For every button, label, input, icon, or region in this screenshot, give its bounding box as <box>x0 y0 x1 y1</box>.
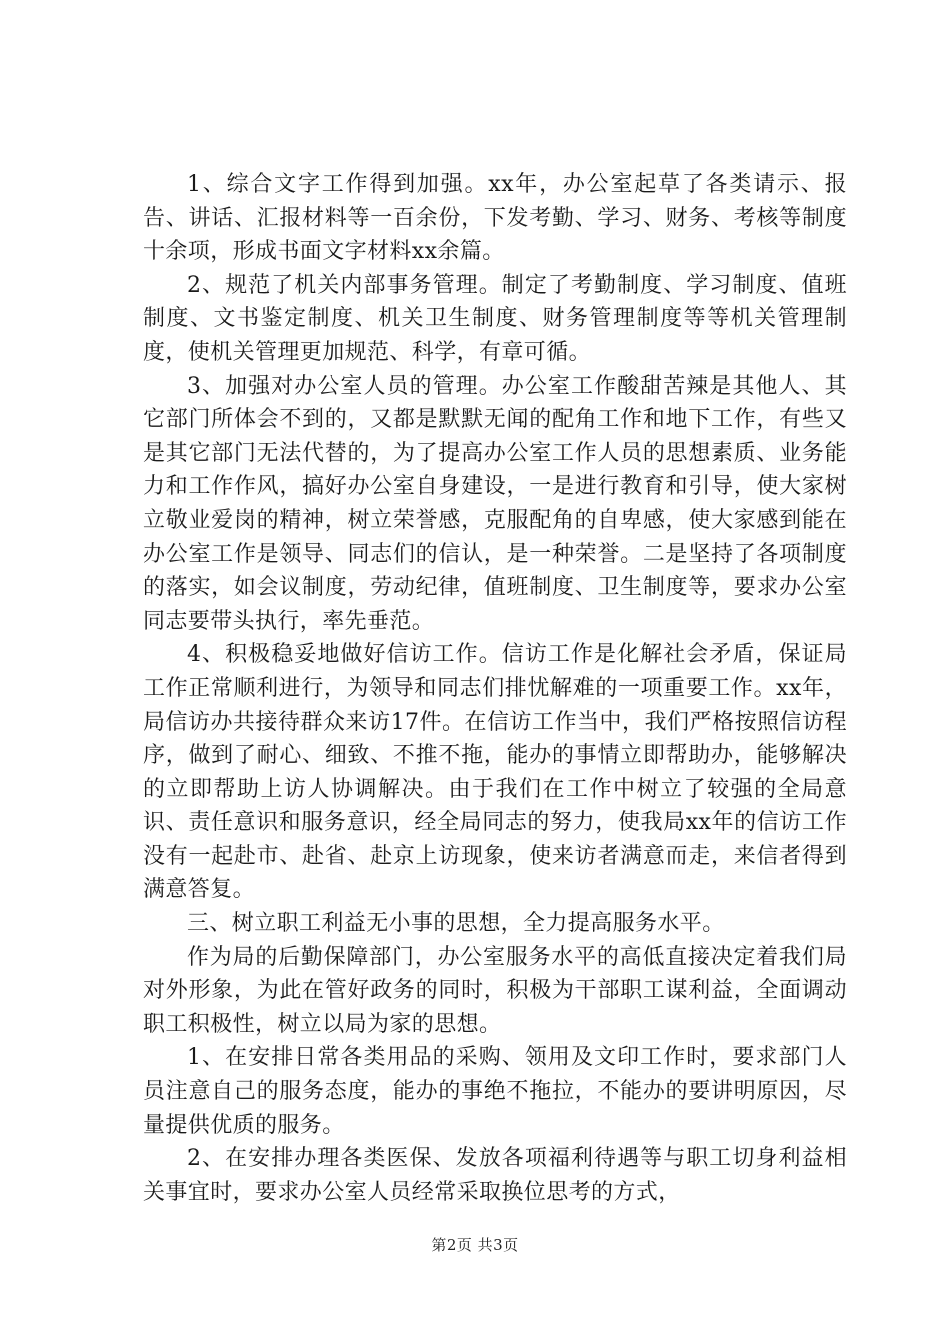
paragraph-item-1: 1、综合文字工作得到加强。xx年，办公室起草了各类请示、报告、讲话、汇报材料等一百余份，下发考勤、学习、财务、考核等制度十余项，形成书面文字材料xx余篇。 <box>143 172 847 265</box>
document-body <box>143 168 847 1209</box>
page-number-footer: 第2页 共3页 <box>431 1236 519 1254</box>
paragraph-item-2: 2、规范了机关内部事务管理。制定了考勤制度、学习制度、值班制度、文书鉴定制度、机关卫生制度、财务管理制度等等机关管理制度，使机关管理更加规范、科学，有章可循。 <box>143 272 847 365</box>
section-intro: 作为局的后勤保障部门，办公室服务水平的高低直接决定着我们局对外形象，为此在管好政务的同时，积极为干部职工谋利益，全面调动职工积极性，树立以局为家的思想。 <box>143 944 847 1037</box>
section-heading: 三、树立职工利益无小事的思想，全力提高服务水平。 <box>187 911 725 937</box>
paragraph-item-5: 1、在安排日常各类用品的采购、领用及文印工作时，要求部门人员注意自己的服务态度，能办的事绝不拖拉，不能办的要讲明原因，尽量提供优质的服务。 <box>143 1045 847 1138</box>
paragraph-item-3: 3、加强对办公室人员的管理。办公室工作酸甜苦辣是其他人、其它部门所体会不到的，又都是默默无闻的配角工作和地下工作，有些又是其它部门无法代替的，为了提高办公室工作人员的思想素质、业务能力和工作作风，搞好办公室自身建设，一是进行教育和引导，使大家树立敬业爱岗的精神，树立荣誉感，克服配角的自卑感，使大家感到能在办公室工作是领导、同志们的信认，是一种荣誉。二是坚持了各项制度的落实，如会议制度，劳动纪律，值班制度、卫生制度等，要求办公室同志要带头执行，率先垂范。 <box>143 373 847 634</box>
paragraph-item-6: 2、在安排办理各类医保、发放各项福利待遇等与职工切身利益相关事宜时，要求办公室人员经常采取换位思考的方式， <box>143 1146 847 1205</box>
paragraph-item-4: 4、积极稳妥地做好信访工作。信访工作是化解社会矛盾，保证局工作正常顺利进行，为领导和同志们排忧解难的一项重要工作。xx年，局信访办共接待群众来访17件。在信访工作当中，我们严格按照信访程序，做到了耐心、细致、不推不拖，能办的事情立即帮助办，能够解决的立即帮助上访人协调解决。由于我们在工作中树立了较强的全局意识、责任意识和服务意识，经全局同志的努力，使我局xx年的信访工作没有一起赴市、赴省、赴京上访现象，使来访者满意而走，来信者得到满意答复。 <box>143 642 847 903</box>
